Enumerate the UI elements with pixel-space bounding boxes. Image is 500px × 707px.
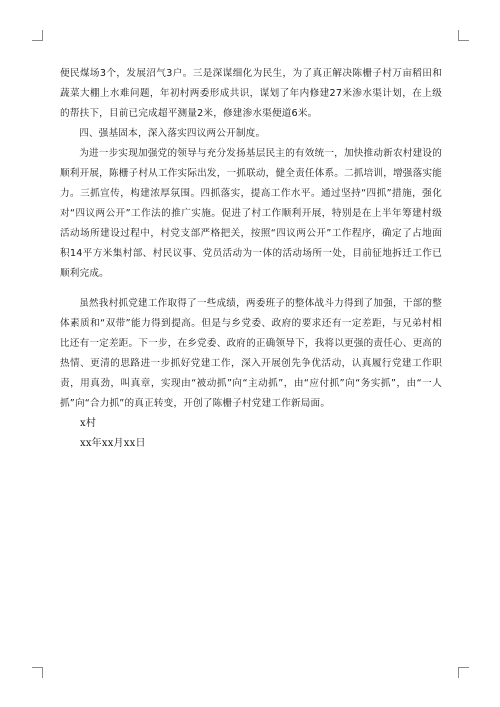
crop-mark-bottom-right bbox=[458, 667, 469, 678]
signature-village: x村 bbox=[80, 418, 97, 429]
crop-mark-top-right bbox=[458, 30, 469, 41]
paragraph-livelihood: 便民煤场3个，发展沼气3户。三是深谋细化为民生，为了真正解决陈栅子村万亩稻田和蔬菜大棚上水难问题，年初村两委形成共识，谋划了年内修建27米渗水渠计划，在上级的帮扶下，目前已完成超平测量2米，修建渗水渠便道6米。 bbox=[60, 68, 442, 119]
crop-mark-top-left bbox=[32, 30, 43, 41]
document-body bbox=[60, 64, 442, 454]
section-heading-four: 四、强基固本，深入落实四议两公开制度。 bbox=[79, 128, 266, 139]
paragraph-summary: 虽然我村抓党建工作取得了一些成绩，两委班子的整体战斗力得到了加强，干部的整体素质和“双带”能力得到提高。但是与乡党委、政府的要求还有一定差距，与兄弟村相比还有一定差距。下一步，在乡党委、政府的正确领导下，我将以更强的责任心、更高的热情、更清的思路进一步抓好党建工作，深入开展创先争优活动，认真履行党建工作职责，用真劲，叫真章，实现由“被动抓”向“主动抓”，由“应付抓”向“务实抓”，由“一人抓”向“合力抓”的真正转变，开创了陈栅子村党建工作新局面。 bbox=[60, 298, 442, 409]
paragraph-four-discussions: 为进一步实现加强党的领导与充分发扬基层民主的有效统一，加快推动新农村建设的顺利开展，陈栅子村从工作实际出发，一抓联动，健全责任体系。二抓培训，增强落实能力。三抓宣传，构建浓厚氛围。四抓落实，提高工作水平。通过坚持“四抓”措施，强化对“四议两公开”工作法的推广实施。促进了村工作顺利开展，特别是在上半年筹建村级活动场所建设过程中，村党支部严格把关，按照“四议两公开”工作程序，确定了占地面积14平方米集村部、村民议事、党员活动为一体的活动场所一处，目前征地拆迁工作已顺利完成。 bbox=[60, 148, 442, 279]
crop-mark-bottom-left bbox=[32, 667, 43, 678]
signature-date: xx年xx月xx日 bbox=[80, 438, 146, 449]
